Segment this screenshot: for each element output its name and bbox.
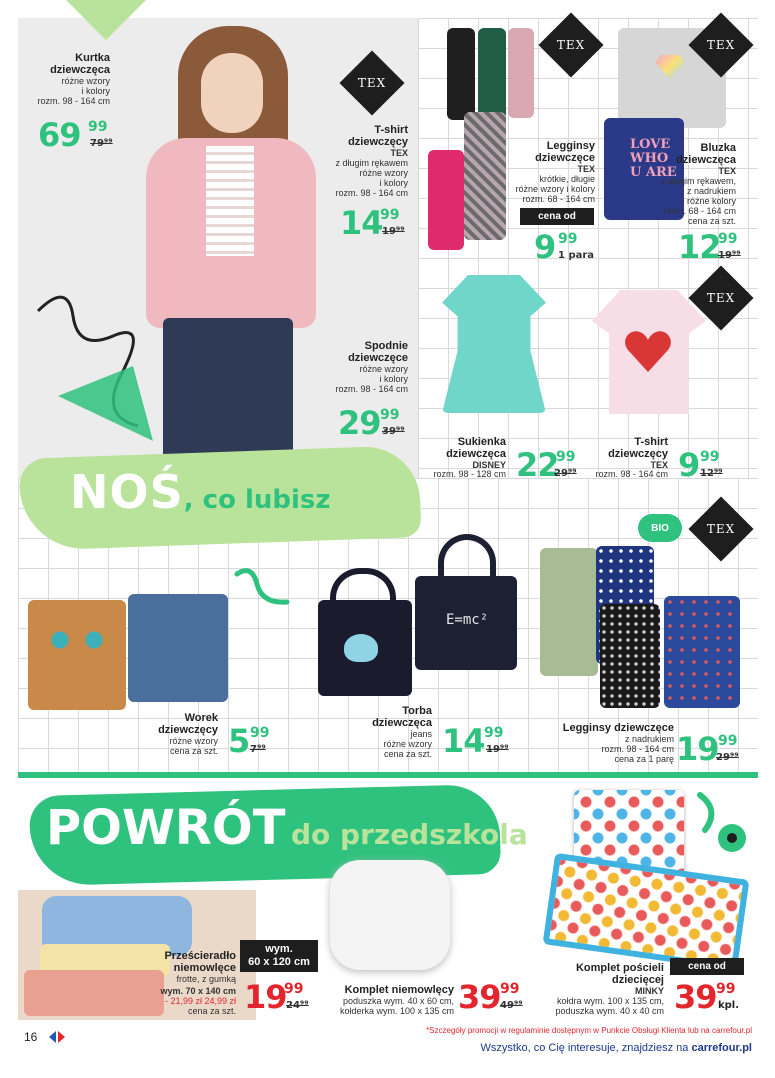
sheet-name: Prześcieradło niemowlęce bbox=[164, 950, 236, 974]
banner2-big: POWRÓT bbox=[46, 800, 286, 856]
bedding-price-cents: 99 bbox=[716, 981, 736, 997]
footer-disclaimer: *Szczegóły promocji w regulaminie dostępnym w Punkcie Obsługi Klienta lub na carrefour.pl bbox=[426, 1026, 752, 1035]
footer-tagline-line bbox=[360, 1042, 752, 1054]
jacket-name: Kurtka dziewczęca bbox=[50, 52, 110, 76]
tote-name: Torba dziewczęca bbox=[372, 705, 432, 729]
leggings-black bbox=[447, 28, 475, 120]
tshirt1-price-main: 14 bbox=[340, 204, 383, 242]
sheet-size-badge: wym. 60 x 120 cm bbox=[240, 940, 318, 972]
sheet-price-main: 19 bbox=[244, 978, 287, 1016]
tote-price-main: 14 bbox=[442, 722, 485, 760]
set-old-price: 49⁹⁹ bbox=[500, 1000, 523, 1011]
leggins2-desc: z nadrukiem rozm. 98 - 164 cm cena za 1 parę bbox=[601, 734, 674, 764]
pants-price bbox=[338, 404, 405, 442]
sheet-old-price: 24⁹⁹ bbox=[286, 1000, 309, 1011]
tshirt2-price bbox=[678, 446, 723, 484]
set-price-main: 39 bbox=[458, 978, 501, 1016]
tote-price-cents: 99 bbox=[484, 725, 504, 741]
tshirt2-desc: rozm. 98 - 164 cm bbox=[595, 469, 668, 479]
dress-price bbox=[516, 446, 577, 484]
sheet-price bbox=[244, 978, 309, 1016]
pants-old-price: 39⁹⁹ bbox=[382, 426, 405, 437]
blouse-price-cents: 99 bbox=[718, 231, 738, 247]
green-corner-triangle bbox=[66, 0, 146, 40]
banner1-text bbox=[70, 465, 331, 519]
sheet-bold-size: wym. 70 x 140 cm bbox=[160, 986, 236, 996]
bag-old-price: 7⁹⁹ bbox=[250, 744, 266, 755]
banner2-text bbox=[46, 800, 528, 856]
blouse-desc: z długim rękawem, z nadrukiem różne kolory rozm. 68 - 164 cm cena za szt. bbox=[660, 176, 736, 226]
jacket-price-cents: 99 bbox=[88, 119, 108, 135]
bag-price-cents: 99 bbox=[250, 725, 270, 741]
page-number: 16 bbox=[24, 1030, 38, 1044]
tex-badge-leggings bbox=[538, 12, 603, 77]
tex-badge-blouse bbox=[688, 12, 753, 77]
tshirt2-price-main: 9 bbox=[678, 446, 700, 484]
tote-desc: jeans różne wzory cena za szt. bbox=[383, 729, 432, 759]
leggins1-price bbox=[534, 228, 595, 266]
squiggle-decoration bbox=[28, 276, 158, 451]
tex-label: TEX bbox=[357, 76, 387, 90]
girl-face bbox=[201, 53, 263, 133]
bag-price-main: 5 bbox=[228, 722, 250, 760]
tshirt1-desc: z długim rękawem różne wzory i kolory rozm. 98 - 164 cm bbox=[335, 158, 408, 198]
bedding-from-badge: cena od bbox=[670, 958, 744, 975]
footer-site-link[interactable]: carrefour.pl bbox=[691, 1042, 752, 1054]
jacket-desc: różne wzory i kolory rozm. 98 - 164 cm bbox=[37, 76, 110, 106]
bag-name: Worek dziewczęcy bbox=[158, 712, 218, 736]
leggings-green bbox=[478, 28, 506, 120]
jacket-old-price: 79⁹⁹ bbox=[90, 138, 113, 149]
blouse-brand: TEX bbox=[718, 166, 736, 176]
blouse-price bbox=[678, 228, 741, 266]
tshirt2-name: T-shirt dziewczęcy bbox=[608, 436, 668, 460]
tex-label-3: TEX bbox=[706, 38, 736, 52]
tote-old-price: 19⁹⁹ bbox=[486, 744, 509, 755]
fox-print bbox=[344, 634, 378, 662]
bedding-decoration bbox=[690, 790, 750, 870]
bio-badge bbox=[638, 514, 682, 542]
leggings2-black-dots bbox=[600, 604, 660, 708]
leggings2-blue bbox=[664, 596, 740, 708]
tex-badge-tshirt2 bbox=[688, 265, 753, 330]
pants-desc: różne wzory i kolory rozm. 98 - 164 cm bbox=[335, 364, 408, 394]
green-wave-decoration bbox=[232, 564, 292, 614]
leggins1-unit: 1 para bbox=[558, 250, 595, 261]
blouse-name: Bluzka dziewczęca bbox=[676, 142, 736, 166]
dress-price-cents: 99 bbox=[556, 449, 576, 465]
tote-emc-handle bbox=[438, 534, 496, 584]
dress-old-price: 29⁹⁹ bbox=[554, 468, 577, 479]
leggins1-brand: TEX bbox=[577, 164, 595, 174]
jeans bbox=[163, 318, 293, 463]
blouse-print: LOVE WHO U ARE bbox=[630, 137, 677, 180]
bag-jeans bbox=[128, 594, 228, 702]
bio-label: BIO bbox=[651, 522, 669, 534]
dress-name: Sukienka dziewczęca bbox=[446, 436, 506, 460]
set-name: Komplet niemowlęcy bbox=[344, 984, 454, 996]
dress-price-main: 22 bbox=[516, 446, 559, 484]
bedding-brand: MINKY bbox=[635, 986, 664, 996]
tote-emc-print: E=mc² bbox=[446, 612, 489, 628]
set-desc: poduszka wym. 40 x 60 cm, kołderka wym. 100 x 135 cm bbox=[339, 996, 454, 1016]
cat-eyes bbox=[48, 630, 108, 650]
leggings-magenta bbox=[428, 150, 464, 250]
jacket-price-main: 69 bbox=[38, 116, 81, 154]
leggings2-green bbox=[540, 548, 598, 676]
carrefour-logo-icon bbox=[48, 1030, 66, 1044]
tex-badge-leggings2 bbox=[688, 496, 753, 561]
bedding-price bbox=[674, 978, 740, 1016]
striped-shirt bbox=[206, 146, 254, 256]
leggings-pink bbox=[508, 28, 534, 118]
tshirt2-brand: TEX bbox=[650, 460, 668, 470]
bedding-name: Komplet pościeli dziecięcej bbox=[575, 962, 664, 986]
sheet-desc: frotte, z gumką bbox=[176, 974, 236, 984]
tshirt1-name: T-shirt dziewczęcy bbox=[348, 124, 408, 148]
blouse-old-price: 19⁹⁹ bbox=[718, 250, 741, 261]
dress-brand: DISNEY bbox=[472, 460, 506, 470]
set-price bbox=[458, 978, 523, 1016]
footer-tagline: Wszystko, co Cię interesuje, znajdziesz na bbox=[480, 1042, 689, 1054]
leggins2-price-main: 19 bbox=[676, 730, 719, 768]
jacket-price bbox=[38, 116, 113, 154]
leggings-grey-pattern bbox=[464, 112, 506, 240]
leggins1-desc: krótkie, długie różne wzory i kolory rozm. 68 - 164 cm bbox=[515, 174, 595, 204]
leggins2-price-cents: 99 bbox=[718, 733, 738, 749]
pants-price-cents: 99 bbox=[380, 407, 400, 423]
leggins2-price bbox=[676, 730, 739, 768]
sheet-price-cents: 99 bbox=[284, 981, 304, 997]
bag-cat bbox=[28, 600, 126, 710]
leggins1-price-main: 9 bbox=[534, 228, 556, 266]
tshirt1-brand: TEX bbox=[390, 148, 408, 158]
tex-label-4: TEX bbox=[706, 291, 736, 305]
green-divider bbox=[18, 772, 758, 778]
banner2-rest: do przedszkola bbox=[291, 818, 528, 851]
leggins1-from-badge: cena od bbox=[520, 208, 594, 225]
tote-price bbox=[442, 722, 509, 760]
tshirt1-price bbox=[340, 204, 405, 242]
set-price-cents: 99 bbox=[500, 981, 520, 997]
sheet-alt-price: - 21,99 zł 24,99 zł bbox=[164, 996, 236, 1006]
tshirt1-price-cents: 99 bbox=[380, 207, 400, 223]
pants-name: Spodnie dziewczęce bbox=[348, 340, 408, 364]
tshirt2-price-cents: 99 bbox=[700, 449, 720, 465]
tshirt2-old-price: 12⁹⁹ bbox=[700, 468, 723, 479]
bag-price bbox=[228, 722, 270, 760]
baby-set-image bbox=[330, 860, 450, 970]
dress-desc: rozm. 98 - 128 cm bbox=[433, 469, 506, 479]
bedding-unit: kpl. bbox=[718, 1000, 740, 1011]
leggins2-old-price: 29⁹⁹ bbox=[716, 752, 739, 763]
pants-price-main: 29 bbox=[338, 404, 381, 442]
leggins1-name: Legginsy dziewczęce bbox=[535, 140, 595, 164]
bedding-price-main: 39 bbox=[674, 978, 717, 1016]
bag-desc: różne wzory cena za szt. bbox=[169, 736, 218, 756]
tshirt1-old-price: 19⁹⁹ bbox=[382, 226, 405, 237]
bedding-desc: kołdra wym. 100 x 135 cm, poduszka wym. 40 x 40 cm bbox=[555, 996, 664, 1016]
leggins1-price-cents: 99 bbox=[558, 231, 578, 247]
leggins2-name: Legginsy dziewczęce bbox=[562, 722, 674, 734]
banner1-rest: , co lubisz bbox=[183, 485, 331, 515]
tex-badge-tshirt bbox=[339, 50, 404, 115]
banner1-big: NOŚ bbox=[70, 465, 184, 519]
tex-label-5: TEX bbox=[706, 522, 736, 536]
blouse-price-main: 12 bbox=[678, 228, 721, 266]
sheet-unit: cena za szt. bbox=[187, 1006, 236, 1016]
duvet bbox=[543, 853, 750, 971]
tex-label-2: TEX bbox=[556, 38, 586, 52]
